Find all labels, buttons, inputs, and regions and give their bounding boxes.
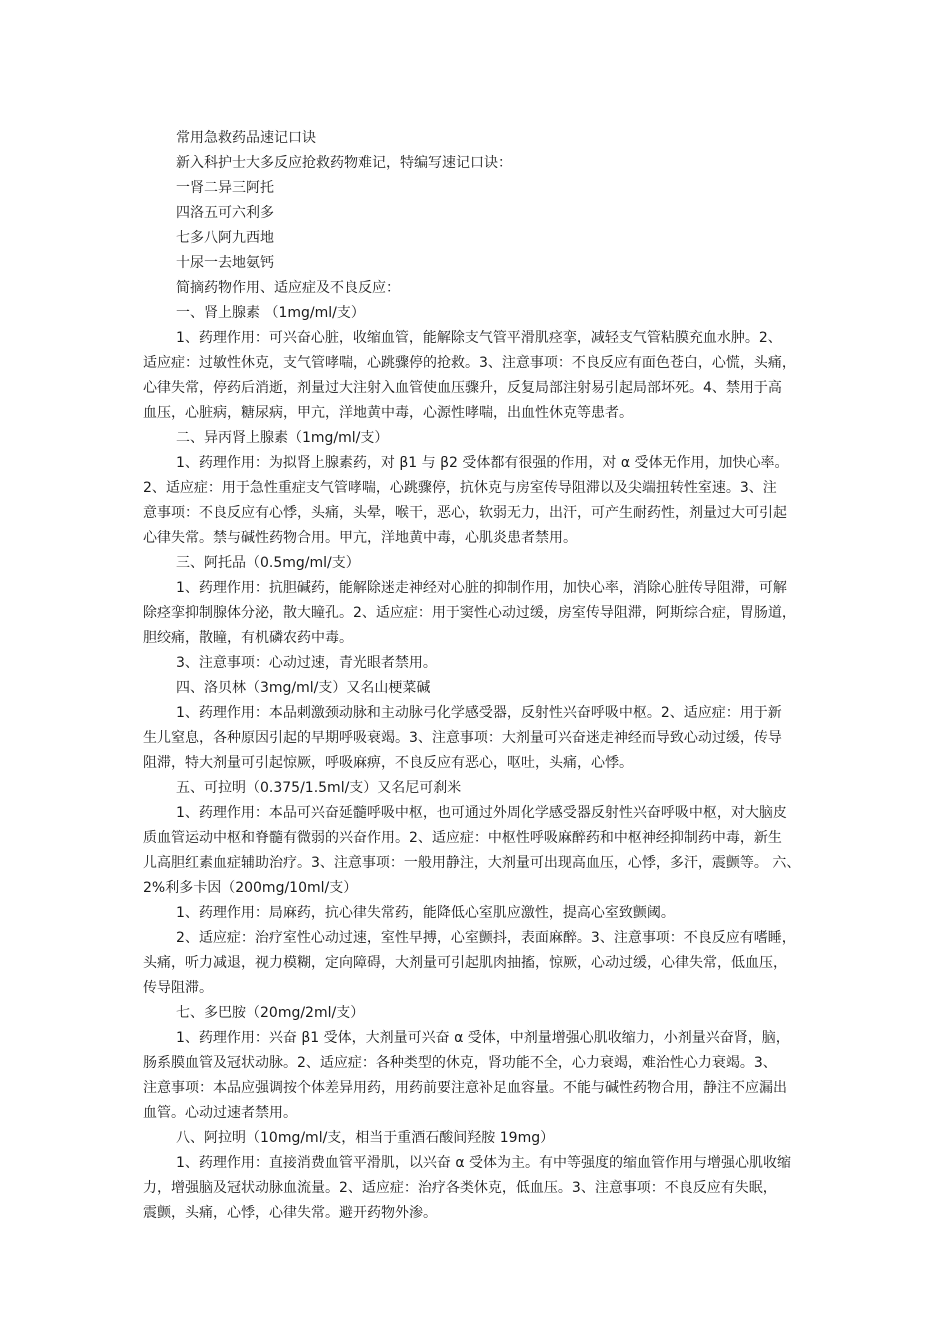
- text-line: 头痛，听力减退，视力模糊，定向障碍，大剂量可引起肌肉抽搐，惊厥，心动过缓，心律失常，低血压，: [143, 955, 787, 971]
- text-line: 除痉挛抑制腺体分泌，散大瞳孔。2、适应症：用于窦性心动过缓，房室传导阻滞，阿斯综合症，胃肠道，: [143, 605, 796, 621]
- text-line: 八、阿拉明（10mg/ml/支，相当于重酒石酸间羟胺 19mg）: [176, 1130, 555, 1146]
- text-line: 1、药理作用：兴奋 β1 受体，大剂量可兴奋 α 受体，中剂量增强心肌收缩力，小剂量兴奋肾，脑，: [176, 1030, 790, 1046]
- text-line: 1、药理作用：局麻药，抗心律失常药，能降低心室肌应激性，提高心室致颤阈。: [176, 905, 675, 921]
- text-line: 简摘药物作用、适应症及不良反应：: [176, 280, 400, 296]
- text-line: 力，增强脑及冠状动脉血流量。2、适应症：治疗各类休克，低血压。3、注意事项：不良反应有失眠，: [143, 1180, 777, 1196]
- text-line: 生儿窒息，各种原因引起的早期呼吸衰竭。3、注意事项：大剂量可兴奋迷走神经而导致心动过缓，传导: [143, 730, 782, 746]
- text-line: 十尿一去地氨钙: [176, 255, 274, 271]
- text-line: 常用急救药品速记口诀: [176, 130, 316, 146]
- text-line: 五、可拉明（0.375/1.5ml/支）又名尼可刹米: [176, 780, 462, 796]
- document-page: [143, 126, 808, 1226]
- text-line: 胆绞痛，散瞳，有机磷农药中毒。: [143, 630, 353, 646]
- text-line: 三、阿托品（0.5mg/ml/支）: [176, 555, 360, 571]
- text-line: 2、适应症：用于急性重症支气管哮喘，心跳骤停，抗休克与房室传导阻滞以及尖端扭转性室速。3、注: [143, 480, 777, 496]
- text-line: 心律失常。禁与碱性药物合用。甲亢，洋地黄中毒，心肌炎患者禁用。: [143, 530, 577, 546]
- text-line: 七、多巴胺（20mg/2ml/支）: [176, 1005, 365, 1021]
- text-line: 一肾二异三阿托: [176, 180, 274, 196]
- text-line: 新入科护士大多反应抢救药物难记，特编写速记口诀：: [176, 155, 512, 171]
- text-line: 质血管运动中枢和脊髓有微弱的兴奋作用。2、适应症：中枢性呼吸麻醉药和中枢神经抑制药中毒，新生: [143, 830, 782, 846]
- text-line: 1、药理作用：本品可兴奋延髓呼吸中枢，也可通过外周化学感受器反射性兴奋呼吸中枢，对大脑皮: [176, 805, 787, 821]
- text-line: 1、药理作用：为拟肾上腺素药，对 β1 与 β2 受体都有很强的作用，对 α 受体无作用，加快心率。: [176, 455, 789, 471]
- text-line: 1、药理作用：抗胆碱药，能解除迷走神经对心脏的抑制作用，加快心率，消除心脏传导阻滞，可解: [176, 580, 787, 596]
- text-line: 儿高胆红素血症辅助治疗。3、注意事项：一般用静注，大剂量可出现高血压，心悸，多汗，震颤等。 六、: [143, 855, 801, 871]
- text-line: 传导阻滞。: [143, 980, 213, 996]
- text-line: 意事项：不良反应有心悸，头痛，头晕，喉干，恶心，软弱无力，出汗，可产生耐药性，剂量过大可引起: [143, 505, 787, 521]
- text-line: 1、药理作用：本品刺激颈动脉和主动脉弓化学感受器，反射性兴奋呼吸中枢。2、适应症：用于新: [176, 705, 782, 721]
- text-line: 心律失常，停药后消逝，剂量过大注射入血管使血压骤升，反复局部注射易引起局部坏死。4、禁用于高: [143, 380, 782, 396]
- text-line: 肠系膜血管及冠状动脉。2、适应症：各种类型的休克，肾功能不全，心力衰竭，难治性心力衰竭。3、: [143, 1055, 777, 1071]
- text-line: 一、肾上腺素 （1mg/ml/支）: [176, 305, 365, 321]
- text-line: 阻滞，特大剂量可引起惊厥，呼吸麻痹，不良反应有恶心，呕吐，头痛，心悸。: [143, 755, 633, 771]
- text-line: 二、异丙肾上腺素（1mg/ml/支）: [176, 430, 389, 446]
- text-line: 适应症：过敏性休克，支气管哮喘，心跳骤停的抢救。3、注意事项：不良反应有面色苍白，心慌，头痛，: [143, 355, 796, 371]
- text-line: 四、洛贝林（3mg/ml/支）又名山梗菜碱: [176, 680, 431, 696]
- text-line: 2%利多卡因（200mg/10ml/支）: [143, 880, 358, 896]
- text-line: 血管。心动过速者禁用。: [143, 1105, 297, 1121]
- text-line: 七多八阿九西地: [176, 230, 274, 246]
- text-line: 3、注意事项：心动过速，青光眼者禁用。: [176, 655, 437, 671]
- text-line: 1、药理作用：可兴奋心脏，收缩血管，能解除支气管平滑肌痉挛，减轻支气管粘膜充血水肿。2、: [176, 330, 782, 346]
- text-line: 2、适应症：治疗室性心动过速，室性早搏，心室颤抖，表面麻醉。3、注意事项：不良反应有嗜睡，: [176, 930, 796, 946]
- text-line: 注意事项：本品应强调按个体差异用药，用药前要注意补足血容量。不能与碱性药物合用，静注不应漏出: [143, 1080, 787, 1096]
- text-line: 血压，心脏病，糖尿病，甲亢，洋地黄中毒，心源性哮喘，出血性休克等患者。: [143, 405, 633, 421]
- text-line: 震颤，头痛，心悸，心律失常。避开药物外渗。: [143, 1205, 437, 1221]
- text-line: 1、药理作用：直接消费血管平滑肌，以兴奋 α 受体为主。有中等强度的缩血管作用与增强心肌收缩: [176, 1155, 792, 1171]
- text-line: 四洛五可六利多: [176, 205, 274, 221]
